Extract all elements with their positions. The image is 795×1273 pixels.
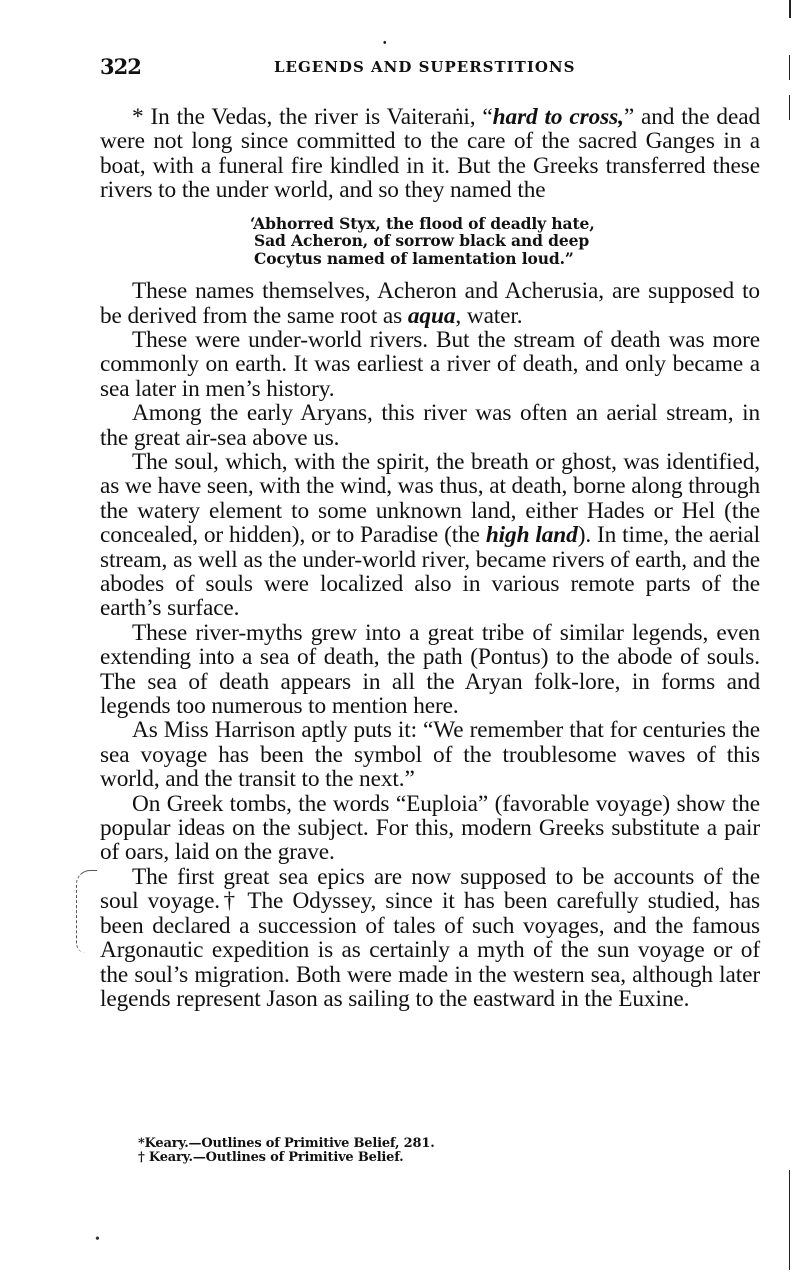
paragraph-vedas: * In the Vedas, the river is Vaiteraṅi, “hard to cross,” and the dead were not long since committed to the care of the sacred Ganges in a boat, with a funeral fire kindled in it. But the Greeks transferred these rivers to the under world, and so they named the (100, 104, 760, 204)
footnotes (138, 1137, 435, 1165)
italic-word: aqua (407, 302, 456, 329)
verse-line: Sad Acheron, of sorrow black and deep (254, 231, 590, 251)
page-header (100, 38, 760, 82)
margin-pencil-bracket (76, 870, 97, 953)
paragraph-greek-tombs: On Greek tombs, the words “Euploia” (favorable voyage) show the popular ideas on the subject. For this, modern Greeks substitute a pair of oars, laid on the grave. (100, 790, 760, 866)
running-head: LEGENDS AND SUPERSTITIONS (274, 58, 576, 76)
page-edge-line (789, 1170, 790, 1270)
page-edge-line (789, 95, 790, 120)
italic-phrase: hard to cross, (492, 104, 624, 130)
page-edge-line (789, 0, 791, 18)
footnote: *Keary.—Outlines of Primitive Belief, 281. (138, 1136, 435, 1151)
verse-line: Cocytus named of lamentation loud.” (254, 248, 574, 268)
stray-mark: • (383, 38, 387, 49)
paragraph-sea-epics: The first great sea epics are now supposed to be accounts of the soul voyage.† The Odyssey, since it has been carefully studied, has been declared a succession of tales of such voyages, and the famous Argonautic expedition is as certainly a myth of the sun voyage or of the soul’s migration. Both were made in the western sea, although later legends represent Jason as sailing to the eastward in the Euxine. (100, 863, 760, 1012)
body-text (100, 105, 760, 1011)
paragraph-names: These names themselves, Acheron and Acherusia, are supposed to be derived from the same root as aqua, water. (100, 278, 760, 329)
footnote-marker: * (132, 104, 144, 130)
italic-phrase: high land (485, 522, 578, 549)
paragraph-river-myths: These river-myths grew into a great tribe of similar legends, even extending into a sea of death, the path (Pontus) to the abode of souls. The sea of death appears in all the Aryan folk-lore, in forms and legends too numerous to mention here. (100, 619, 760, 720)
footnote: † Keary.—Outlines of Primitive Belief. (138, 1150, 404, 1165)
verse-quote (250, 215, 760, 268)
paragraph-aryans: Among the early Aryans, this river was often an aerial stream, in the great air-sea above us. (100, 400, 760, 451)
stray-mark: • (95, 1232, 100, 1247)
page-edge-line (789, 55, 790, 80)
verse-line: ‘Abhorred Styx, the flood of deadly hate, (250, 213, 595, 233)
paragraph-underworld: These were under-world rivers. But the stream of death was more commonly on earth. It was earliest a river of death, and only became a sea later in men’s history. (100, 326, 760, 402)
page-number: 322 (100, 54, 141, 79)
paragraph-harrison: As Miss Harrison aptly puts it: “We remember that for centuries the sea voyage has been the symbol of the troublesome waves of this world, and the transit to the next.” (100, 717, 760, 793)
paragraph-soul: The soul, which, with the spirit, the breath or ghost, was identified, as we have seen, with the wind, was thus, at death, borne along through the watery element to some unknown land, either Hades or Hel (the concealed, or hidden), or to Paradise (the high land). In time, the aerial stream, as well as the under-world river, became rivers of earth, and the abodes of souls were localized also in various remote parts of the earth’s surface. (100, 448, 760, 622)
footnote-marker: † (220, 888, 239, 915)
